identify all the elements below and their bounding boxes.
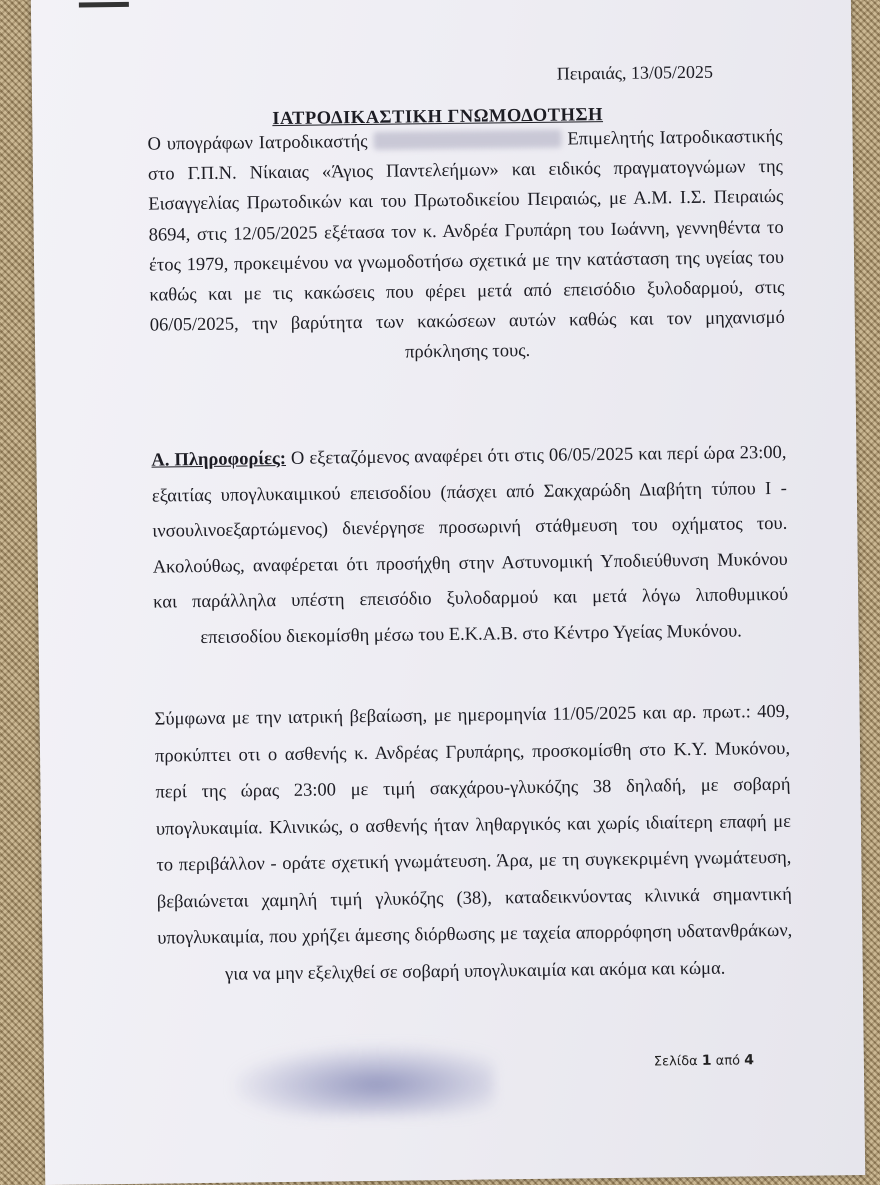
certificate-paragraph: Σύμφωνα με την ιατρική βεβαίωση, με ημερομηνία 11/05/2025 και αρ. πρωτ.: 409, προκύπτει οτι ο ασθενής κ. Ανδρέας Γρυπάρης, προσκομίσθη στο Κ.Υ. Μυκόνου, περί της ώρας 23:00 με τιμή σακχάρου-γλυκόζης 38 δηλαδή, με σοβαρή υπογλυκαιμία. Κλινικώς, ο ασθενής ήταν ληθαργικός και χωρίς ιδιαίτερη επαφή με το περιβάλλον - οράτε σχετική γνωμάτευση. Άρα, με τη συγκεκριμένη γνωμάτευση, βεβαιώνεται χαμηλή τιμή γλυκόζης (38), καταδεικνύοντας κλινικά σημαντική υπογλυκαιμία, που χρήζει άμεσης διόρθωσης με ταχεία απορρόφηση υδατανθράκων, για να μην εξελιχθεί σε σοβαρή υπογλυκαιμία και ακόμα και κώμα. [154, 701, 793, 985]
top-edge-mark [79, 2, 129, 8]
blurred-signature [234, 1044, 495, 1117]
page-of: από [715, 1053, 741, 1069]
date-line: Πειραιάς, 13/05/2025 [556, 61, 714, 84]
page-current: 1 [701, 1052, 712, 1069]
information-heading: Α. Πληροφορίες: [151, 448, 287, 471]
document-page [31, 0, 865, 1185]
information-text: Ο εξεταζόμενος αναφέρει ότι στις 06/05/2025 και περί ώρα 23:00, εξαιτίας υπογλυκαιμικού επεισοδίου (πάσχει από Σακχαρώδη Διαβήτη τύπου Ι - ινσουλινοεξαρτώμενος) διενέργησε προσωρινή στάθμευση του οχήματος του. Ακολούθως, αναφέρεται ότι προσήχθη στην Αστυνομική Υποδιεύθυνση Μυκόνου και παράλληλα υπέστη επεισόδιο ξυλοδαρμού και μετά λόγω λιποθυμικού επεισοδίου διεκομίσθη μέσω του Ε.Κ.Α.Β. στο Κέντρο Υγείας Μυκόνου. [151, 442, 789, 648]
information-paragraph [151, 436, 789, 657]
page-number [654, 1051, 754, 1071]
document-title: ΙΑΤΡΟΔΙΚΑΣΤΙΚΗ ΓΝΩΜΟΔΟΤΗΣΗ [272, 105, 604, 130]
intro-text-rest: Επιμελητής Ιατροδικαστικής στο Γ.Π.Ν. Νίκαιας «Άγιος Παντελεήμων» και ειδικός πραγματογνώμων της Εισαγγελίας Πρωτοδικών και του Πρωτοδικείου Πειραιώς, με Α.Μ. Ι.Σ. Πειραιώς 8694, στις 12/05/2025 εξέτασα τον κ. Ανδρέα Γρυπάρη του Ιωάννη, γεννηθέντα το έτος 1979, προκειμένου να γνωμοδοτήσω σχετικά με την κατάσταση της υγείας του καθώς και με τις κακώσεις που φέρει μετά από επεισόδιο ξυλοδαρμού, στις 06/05/2025, την βαρύτητα των κακώσεων αυτών καθώς και τον μηχανισμό πρόκλησης τους. [147, 126, 785, 363]
intro-paragraph [147, 122, 785, 371]
redacted-name [373, 130, 561, 150]
page-label: Σελίδα [653, 1053, 698, 1070]
page-total: 4 [744, 1052, 755, 1069]
intro-text-start: Ο υπογράφων Ιατροδικαστής [147, 131, 368, 155]
